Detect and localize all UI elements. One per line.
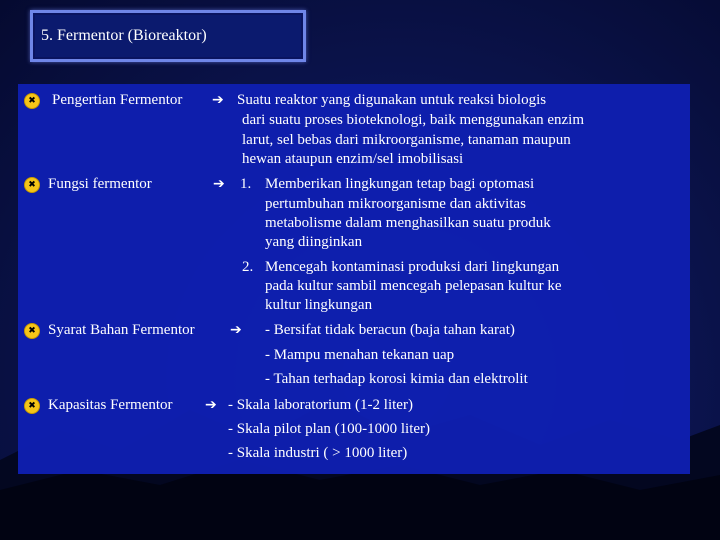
star-bullet-icon (24, 323, 40, 339)
star-bullet-icon (24, 177, 40, 193)
fungsi-item2-line-1: Mencegah kontaminasi produksi dari lingkungan (265, 259, 560, 275)
slide-title: 5. Fermentor (Bioreaktor) (41, 27, 207, 44)
syarat-label: Syarat Bahan Fermentor (48, 322, 195, 338)
fungsi-item1-line-4: yang diinginkan (265, 234, 363, 250)
arrow-right-icon: ➔ (205, 397, 217, 413)
pengertian-line-1: Suatu reaktor yang digunakan untuk reaksi biologis (237, 92, 547, 108)
fungsi-item1-line-1: Memberikan lingkungan tetap bagi optomasi (265, 176, 535, 192)
kapasitas-line-2: - Skala pilot plan (100-1000 liter) (228, 421, 431, 437)
arrow-right-icon: ➔ (213, 176, 225, 192)
syarat-line-2: - Mampu menahan tekanan uap (265, 347, 455, 363)
fungsi-number-2: 2. (242, 259, 254, 275)
fungsi-item1-line-3: metabolisme dalam menghasilkan suatu produk (265, 215, 551, 231)
fungsi-label: Fungsi fermentor (48, 176, 152, 192)
kapasitas-label: Kapasitas Fermentor (48, 397, 173, 413)
star-bullet-icon (24, 93, 40, 109)
fungsi-item2-line-3: kultur lingkungan (265, 297, 373, 313)
kapasitas-line-3: - Skala industri ( > 1000 liter) (228, 445, 408, 461)
syarat-line-1: - Bersifat tidak beracun (baja tahan karat) (265, 322, 515, 338)
pengertian-label: Pengertian Fermentor (52, 92, 183, 108)
arrow-right-icon: ➔ (212, 92, 224, 108)
arrow-right-icon: ➔ (230, 322, 242, 338)
fungsi-item1-line-2: pertumbuhan mikroorganisme dan aktivitas (265, 196, 526, 212)
pengertian-line-2: dari suatu proses bioteknologi, baik menggunakan enzim (242, 112, 585, 128)
star-bullet-icon (24, 398, 40, 414)
fungsi-number-1: 1. (240, 176, 252, 192)
pengertian-line-3: larut, sel bebas dari mikroorganisme, tanaman maupun (242, 132, 571, 148)
pengertian-line-4: hewan ataupun enzim/sel imobilisasi (242, 151, 464, 167)
slide-title-box (30, 10, 306, 62)
fungsi-item2-line-2: pada kultur sambil mencegah pelepasan kultur ke (265, 278, 562, 294)
syarat-line-3: - Tahan terhadap korosi kimia dan elektrolit (265, 371, 528, 387)
kapasitas-line-1: - Skala laboratorium (1-2 liter) (228, 397, 413, 413)
